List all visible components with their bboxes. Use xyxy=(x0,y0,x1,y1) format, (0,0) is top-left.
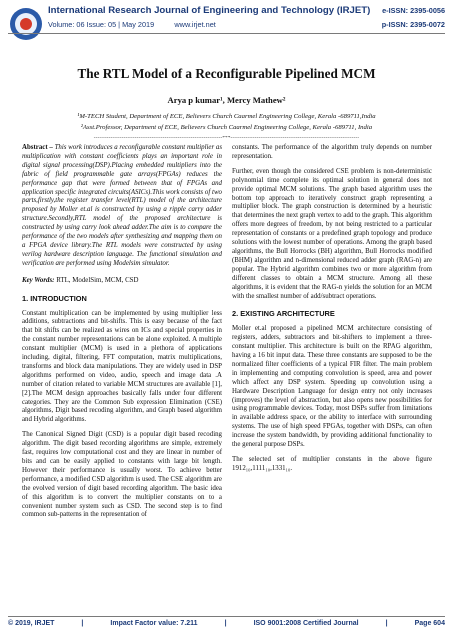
keywords xyxy=(22,277,222,286)
arch-paragraph-1: Moller et.al proposed a pipelined MCM architecture consisting of registers, adders, subtractors and bit-shifters to implement a three-constant multiplier. This architecture is built on the RPAG algorithm, having a 16 bit input data. These three constants are supposed to be the normalized filter coefficients of a typical FIR filter. The main problem in implementing and computing convolution is speed, area and power which affect any DSP system. Speeding up convolution using a Hardware Description Language for design entry not only increases (improves) the level of abstraction, but also opens new possibilities for using programmable devices. Today, most DSPs suffer from limitations in available address space, or the ability to interface with surrounding systems. The use of high speed FPGAs, together with DSPs, can often increase the system bandwidth, by providing additional functionality to the general purpose DSPs. xyxy=(232,325,432,449)
pissn: p-ISSN: 2395-0072 xyxy=(381,20,445,29)
affiliation-2: ²Asst.Professor, Department of ECE, Believers Church Caarmel Engineering College, Kerala -689711, India xyxy=(80,124,373,131)
header-divider xyxy=(8,33,445,34)
section-heading-existing-architecture: 2. EXISTING ARCHITECTURE xyxy=(232,309,335,319)
paper-title: The RTL Model of a Reconfigurable Pipelined MCM xyxy=(77,66,376,81)
footer-impact-factor: Impact Factor value: 7.211 xyxy=(110,620,198,627)
intro-paragraph-1: Constant multiplication can be implemented by using multiplier less additions, subtractions and bit-shifts. This is easy because of the fact that bit shifts can be realized as wires on ICs and special properties in the constant number representations can be alone exploited. A multiple constant multiplier (MCM) is used in a plethora of applications including, digital, filtering, FFT computation, matrix multiplications, transforms and block data manipulations. They are widely used in DSP algorithms performed on video, audio, speech and image data .A number of citation related to variable MCM structures are available [1],[2].The MCM design approaches basically falls under four different categories. They are the Common Sub expression Elimination (CSE) algorithms, Digit based recoding algorithm, and Graph based algorithm and Hybrid algorithms. xyxy=(22,309,222,424)
page-footer xyxy=(8,620,445,627)
abstract xyxy=(22,144,222,269)
irjet-logo xyxy=(8,6,44,42)
footer-page-number: Page 604 xyxy=(414,620,445,627)
abstract-text: This work introduces a reconfigurable constant multiplier as multiplication with constant coefficients plays an important role in digital signal processing(DSP).Placing embedded multipliers into the fabric of field programmable gate arrays(FPGAs) reduces the performance gap that were formed between that of FPGAs and application specific integrated circuits(ASICs).This work consists of two parts,firstly,the register transfer level(RTL) model of the architecture proposed by Moller et.al is constructed by using a ripple carry adder structure.Secondly,RTL model of the proposed architecture is constructed by using carry look ahead adder.The aim is to compare the performance of the two models after synthesizing and mapping them on a FPGA device library.The RTL models were constructed by using verilog hardware description language. The functional simulation and verification are performed using Modelsim simulator. xyxy=(22,144,222,267)
footer-iso: ISO 9001:2008 Certified Journal xyxy=(253,620,359,627)
affiliation-1: ¹M-TECH Student, Department of ECE, Believers Church Caarmel Engineering College, Kerala -689711,India xyxy=(77,113,376,120)
left-column xyxy=(22,144,222,526)
footer-copyright: © 2019, IRJET xyxy=(8,620,55,627)
intro-paragraph-4: Further, even though the considered CSE problem is non-deterministic polynomial time complete its optimal solution in general does not provide optimal MCM solutions. The graph based algorithm uses the bottom top approach to iteratively construct graph representing a multiplier block. The graph construction is determined by a heuristic that determines the next graph vertex to add to the graph. This algorithm offers more degrees of freedom, by not being restricted to a particular representation of constants or a predefined graph topology and produce solutions with the lowest number of operations. Among the graph based algorithms, the Bull Horrocks (BH) algorithm, Bull Horrocks modified (BHM) algorithm and n-dimensional reduced adder graph (RAG-n) are popular. The Hybrid algorithm combines two or more algorithm from different classes to obtain a MCM structure. Among all these algorithms, it is evident that the RAG-n yields the solution for an MCM with the smallest number of add/subtract operations. xyxy=(232,167,432,300)
footer-divider xyxy=(8,616,445,617)
right-column xyxy=(232,144,432,480)
footer-divider-3: | xyxy=(385,620,388,627)
eissn: e-ISSN: 2395-0056 xyxy=(382,6,445,15)
intro-paragraph-2: The Canonical Signed Digit (CSD) is a popular digit based recoding algorithm. The digit based recording algorithms are simple, extremely fast, requires low computational cost and they are linear in number of bits and can be easily applied to constants with large bit length. However their performance is usually worst. To achieve better performance, a modified CSD algorithm is used. The CSE algorithm are the evolved version of digit based recording algorithm. The basic idea of this algorithm is to convert the multiplier constants on to a convenient number system such as CSD. The second step is to find common sub-patterns in the representation of xyxy=(22,431,222,519)
keywords-label: Key Words: xyxy=(22,276,55,284)
section-separator: ---------------------------------------------------------------------***--------------------------------------------------------------------- xyxy=(93,136,360,141)
footer-divider-1: | xyxy=(81,620,84,627)
journal-name: International Research Journal of Engineering and Technology (IRJET) xyxy=(48,5,371,16)
section-heading-introduction: 1. INTRODUCTION xyxy=(22,293,87,303)
footer-divider-2: | xyxy=(224,620,227,627)
volume-line: Volume: 06 Issue: 05 | May 2019 www.irjet.net xyxy=(48,20,216,29)
authors: Arya p kumar¹, Mercy Mathew² xyxy=(167,95,286,105)
intro-paragraph-3: constants. The performance of the algorithm truly depends on number representation. xyxy=(232,144,432,160)
keywords-text: RTL, ModelSim, MCM, CSD xyxy=(54,276,139,284)
abstract-label: Abstract – xyxy=(22,144,53,151)
arch-paragraph-2: The selected set of multiplier constants in the above figure 1912₁₀,1111₁₀,1331₁₀. xyxy=(232,456,432,472)
